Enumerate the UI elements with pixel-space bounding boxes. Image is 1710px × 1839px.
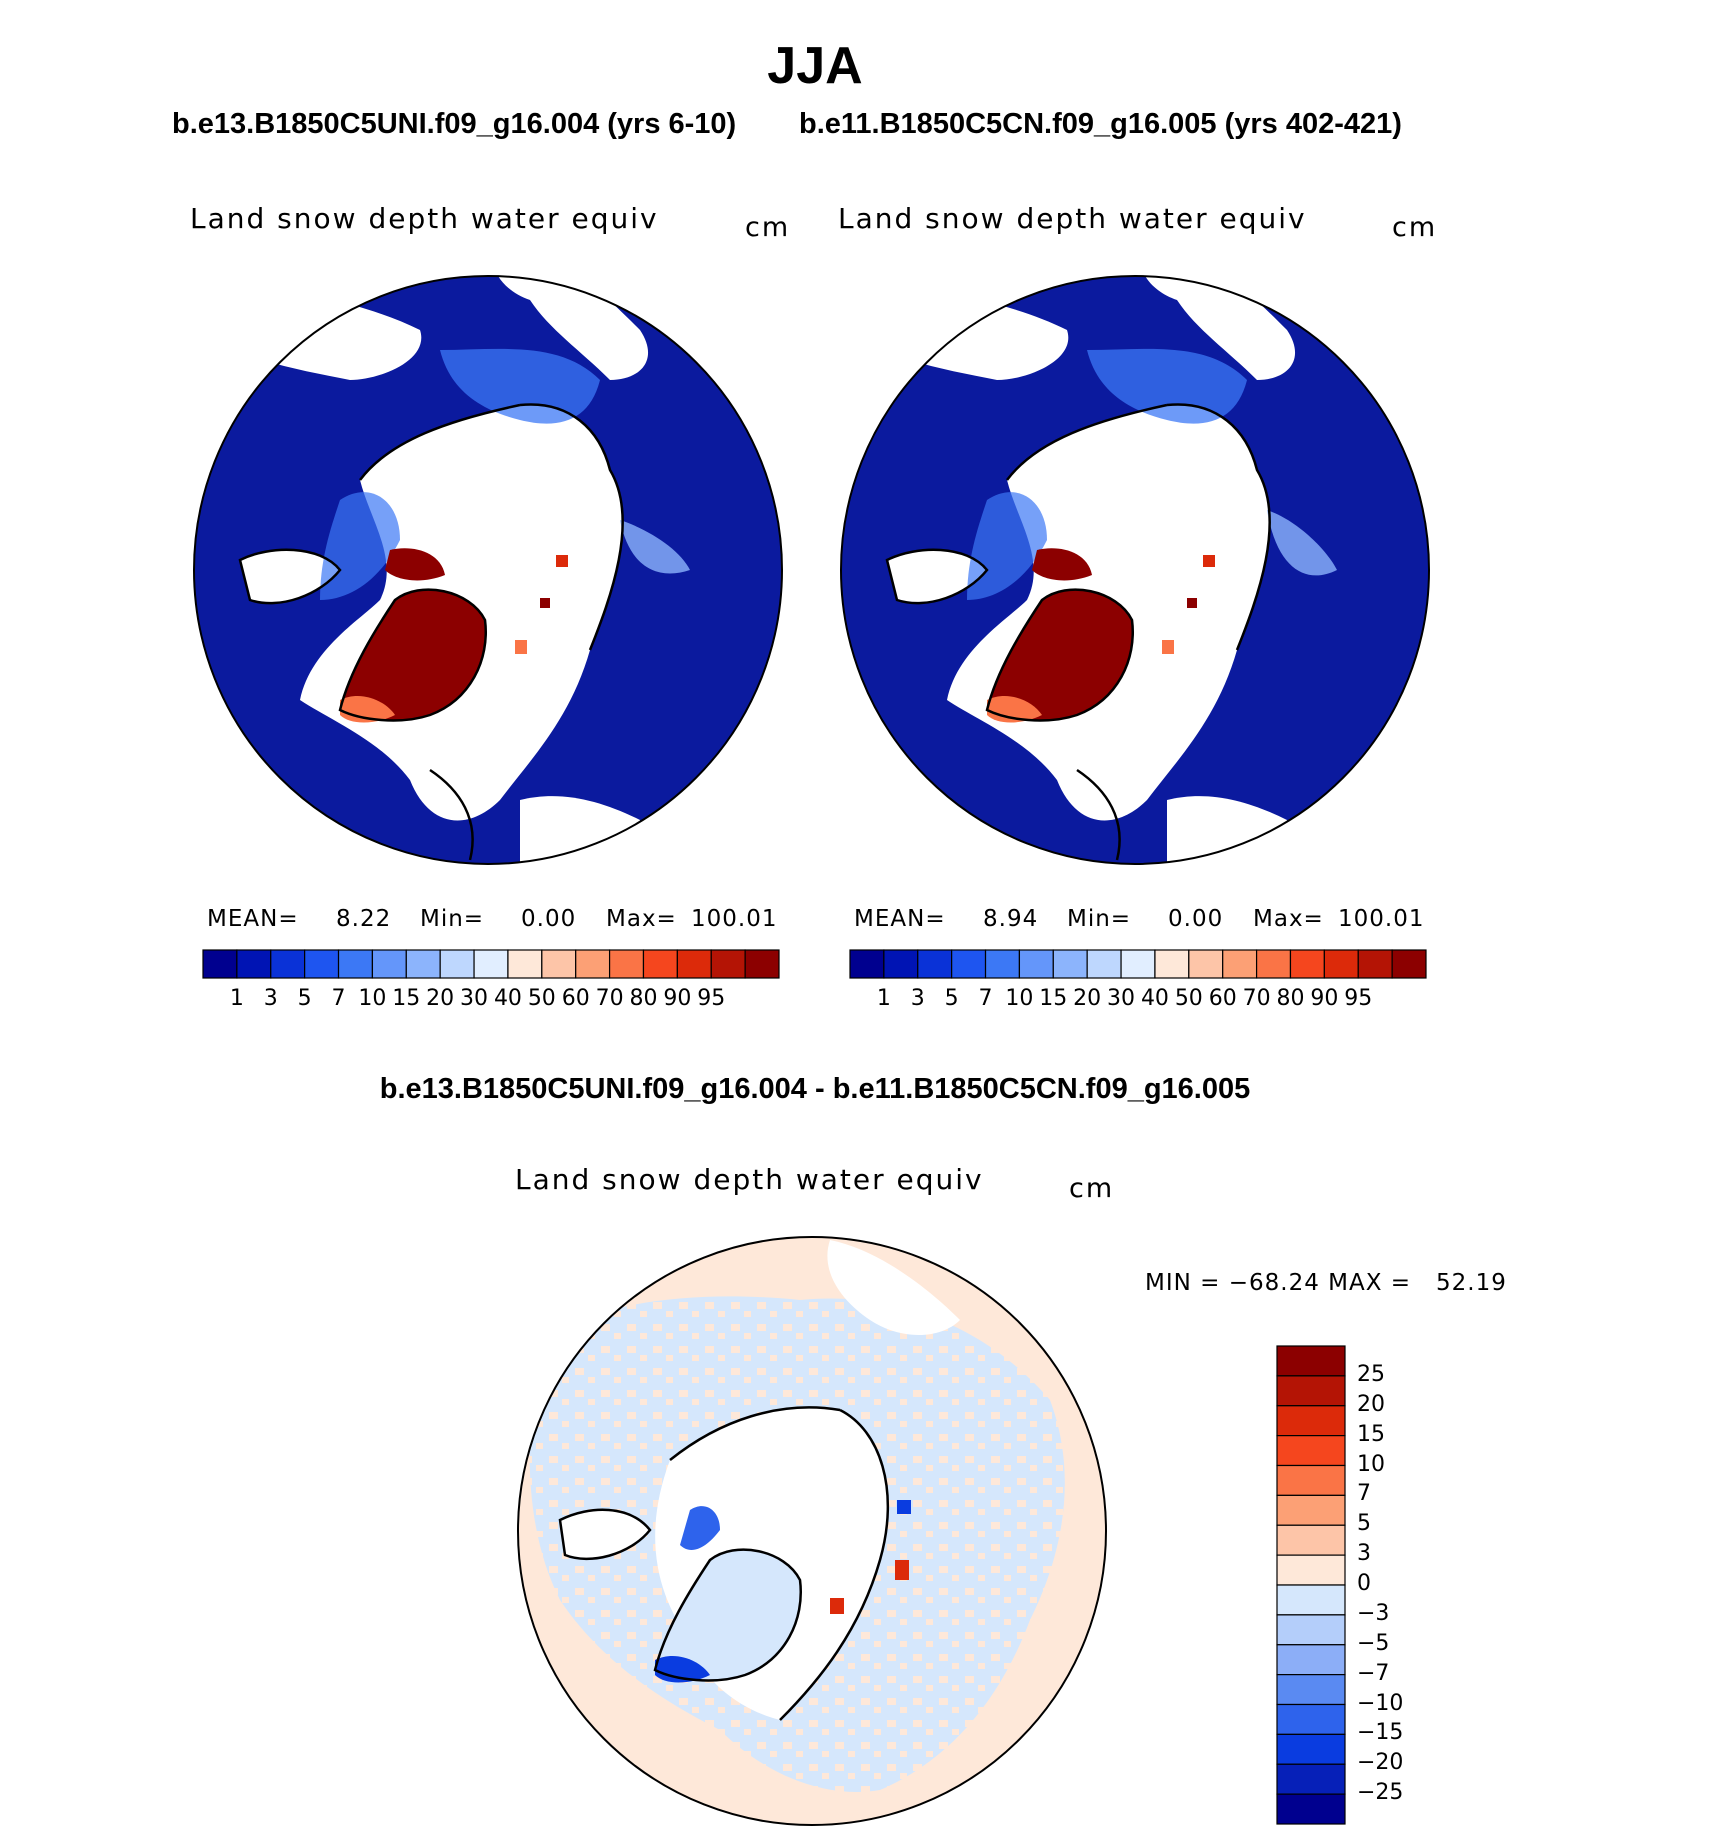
- right-polar-map: [841, 240, 1429, 880]
- difference-title: b.e13.B1850C5UNI.f09_g16.004 - b.e11.B1850C5CN.f09_g16.005: [379, 1073, 1251, 1105]
- diff-colorbar-box: [1277, 1764, 1345, 1794]
- right-colorbar-box: [884, 950, 918, 978]
- left-colorbar-label: 80: [629, 986, 658, 1011]
- left-colorbar-box: [237, 950, 271, 978]
- diff-colorbar-box: [1277, 1346, 1345, 1376]
- right-colorbar-label: 50: [1174, 986, 1203, 1011]
- diff-colorbar-box: [1277, 1585, 1345, 1615]
- diff-colorbar-label: 5: [1357, 1511, 1371, 1537]
- right-colorbar-label: 3: [910, 986, 925, 1011]
- left-colorbar-box: [203, 950, 237, 978]
- left-colorbar-box: [542, 950, 576, 978]
- left-colorbar-label: 10: [358, 986, 387, 1011]
- left-colorbar-box: [643, 950, 677, 978]
- diff-colorbar-box: [1277, 1734, 1345, 1764]
- diff-colorbar-label: 20: [1357, 1391, 1385, 1417]
- figure-title: JJA: [767, 37, 863, 95]
- left-colorbar-label: 30: [460, 986, 489, 1011]
- left-colorbar-box: [745, 950, 779, 978]
- right-colorbar-label: 70: [1242, 986, 1271, 1011]
- left-colorbar-box: [406, 950, 440, 978]
- right-mean-label: MEAN=: [854, 906, 946, 932]
- diff-colorbar-label: 25: [1357, 1361, 1385, 1387]
- left-mean-label: MEAN=: [207, 906, 299, 932]
- diff-colorbar-label: 7: [1357, 1481, 1371, 1507]
- diff-colorbar-label: 15: [1357, 1421, 1385, 1447]
- left-polar-map: [194, 240, 782, 880]
- left-mean-value: 8.22: [336, 906, 392, 932]
- right-colorbar-box: [850, 950, 884, 978]
- left-colorbar-box: [508, 950, 542, 978]
- left-colorbar-box: [610, 950, 644, 978]
- right-colorbar-box: [1087, 950, 1121, 978]
- right-colorbar-box: [1392, 950, 1426, 978]
- left-colorbar-box: [677, 950, 711, 978]
- right-units: cm: [1392, 212, 1438, 243]
- right-colorbar-box: [1155, 950, 1189, 978]
- left-max-label: Max=: [606, 906, 677, 932]
- diff-colorbar-box: [1277, 1615, 1345, 1645]
- right-colorbar-box: [1053, 950, 1087, 978]
- left-case-title: b.e13.B1850C5UNI.f09_g16.004 (yrs 6-10): [172, 108, 737, 140]
- diff-colorbar-box: [1277, 1525, 1345, 1555]
- left-colorbar-label: 5: [297, 986, 312, 1011]
- right-colorbar-box: [1223, 950, 1257, 978]
- left-colorbar-label: 60: [561, 986, 590, 1011]
- diff-colorbar-box: [1277, 1555, 1345, 1585]
- left-max-value: 100.01: [691, 906, 778, 932]
- right-case-title: b.e11.B1850C5CN.f09_g16.005 (yrs 402-421): [799, 108, 1402, 140]
- right-colorbar: [850, 950, 1426, 978]
- left-colorbar-box: [440, 950, 474, 978]
- right-colorbar-label: 95: [1344, 986, 1373, 1011]
- right-colorbar-label: 60: [1208, 986, 1237, 1011]
- difference-polar-map: [518, 1237, 1106, 1825]
- diff-colorbar-label: −20: [1357, 1750, 1404, 1776]
- right-variable-title: Land snow depth water equiv: [838, 202, 1307, 235]
- left-min-label: Min=: [420, 906, 485, 932]
- diff-colorbar-box: [1277, 1675, 1345, 1705]
- left-colorbar-label: 95: [697, 986, 726, 1011]
- left-colorbar-label: 1: [229, 986, 244, 1011]
- left-units: cm: [745, 212, 791, 243]
- right-mean-value: 8.94: [983, 906, 1039, 932]
- diff-colorbar-box: [1277, 1466, 1345, 1496]
- left-colorbar-box: [576, 950, 610, 978]
- left-min-value: 0.00: [521, 906, 577, 932]
- right-colorbar-label: 80: [1276, 986, 1305, 1011]
- left-colorbar-label: 90: [663, 986, 692, 1011]
- diff-colorbar-label: −3: [1357, 1600, 1390, 1626]
- left-colorbar-label: 40: [493, 986, 522, 1011]
- left-colorbar-box: [271, 950, 305, 978]
- right-colorbar-label: 20: [1073, 986, 1102, 1011]
- right-colorbar-box: [1290, 950, 1324, 978]
- right-colorbar-box: [1358, 950, 1392, 978]
- right-min-label: Min=: [1067, 906, 1132, 932]
- right-colorbar-label: 40: [1140, 986, 1169, 1011]
- right-colorbar-box: [986, 950, 1020, 978]
- diff-colorbar-label: 10: [1357, 1451, 1385, 1477]
- diff-colorbar-box: [1277, 1645, 1345, 1675]
- right-colorbar-label: 1: [876, 986, 891, 1011]
- diff-colorbar-box: [1277, 1495, 1345, 1525]
- right-colorbar-label: 5: [944, 986, 959, 1011]
- left-colorbar-label: 70: [595, 986, 624, 1011]
- right-colorbar-label: 90: [1310, 986, 1339, 1011]
- diff-colorbar-box: [1277, 1794, 1345, 1824]
- diff-colorbar-box: [1277, 1406, 1345, 1436]
- left-colorbar-box: [305, 950, 339, 978]
- right-colorbar-box: [1019, 950, 1053, 978]
- right-max-label: Max=: [1253, 906, 1324, 932]
- diff-variable-title: Land snow depth water equiv: [515, 1163, 984, 1196]
- diff-colorbar-box: [1277, 1376, 1345, 1406]
- right-colorbar-box: [1257, 950, 1291, 978]
- diff-colorbar-label: −5: [1357, 1630, 1390, 1656]
- left-colorbar-label: 20: [426, 986, 455, 1011]
- diff-units: cm: [1069, 1173, 1115, 1204]
- diff-colorbar-label: 0: [1357, 1571, 1371, 1596]
- left-colorbar-box: [474, 950, 508, 978]
- right-colorbar-label: 30: [1107, 986, 1136, 1011]
- diff-colorbar-label: −10: [1357, 1690, 1404, 1716]
- left-colorbar-box: [339, 950, 373, 978]
- right-colorbar-box: [1189, 950, 1223, 978]
- diff-colorbar-box: [1277, 1436, 1345, 1466]
- right-colorbar-label: 10: [1005, 986, 1034, 1011]
- diff-min-max: MIN = −68.24 MAX = 52.19: [1145, 1270, 1507, 1296]
- diff-colorbar-box: [1277, 1705, 1345, 1735]
- left-colorbar-box: [711, 950, 745, 978]
- left-colorbar-label: 7: [331, 986, 346, 1011]
- left-colorbar: [203, 950, 779, 978]
- diff-colorbar-label: −25: [1357, 1780, 1404, 1806]
- diff-colorbar-label: −15: [1357, 1720, 1404, 1746]
- right-colorbar-label: 7: [978, 986, 993, 1011]
- right-max-value: 100.01: [1338, 906, 1425, 932]
- right-colorbar-box: [1324, 950, 1358, 978]
- left-variable-title: Land snow depth water equiv: [190, 202, 659, 235]
- right-min-value: 0.00: [1168, 906, 1224, 932]
- right-colorbar-box: [1121, 950, 1155, 978]
- right-colorbar-box: [918, 950, 952, 978]
- left-colorbar-label: 15: [392, 986, 421, 1011]
- left-colorbar-label: 3: [263, 986, 278, 1011]
- right-colorbar-label: 15: [1039, 986, 1068, 1011]
- diff-colorbar-label: 3: [1357, 1541, 1371, 1567]
- diff-colorbar-label: −7: [1357, 1660, 1390, 1686]
- left-colorbar-box: [372, 950, 406, 978]
- left-colorbar-label: 50: [527, 986, 556, 1011]
- right-colorbar-box: [952, 950, 986, 978]
- difference-colorbar: [1277, 1346, 1345, 1824]
